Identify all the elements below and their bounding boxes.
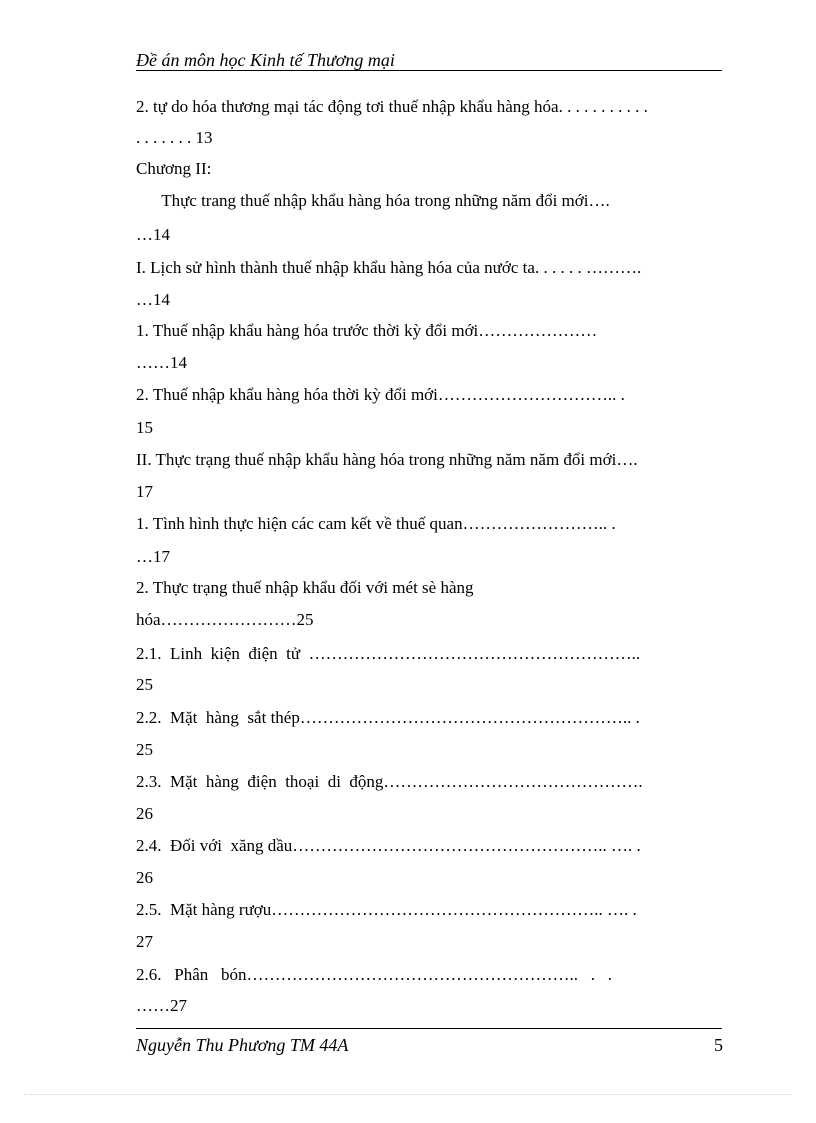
toc-line: Chương II: [136,159,212,178]
toc-line: 2.4. Đối với xăng dầu……………………………………………….. …. . [136,836,641,855]
toc-line: 27 [136,932,153,951]
toc-line: II. Thực trạng thuế nhập khẩu hàng hóa trong những năm năm đổi mới…. [136,450,638,469]
toc-line: 2.3. Mặt hàng điện thoại di động………………………………………. [136,772,643,791]
toc-line: . . . . . . . 13 [136,128,213,147]
toc-line: 2.2. Mặt hàng sắt thép………………………………………………….. . [136,708,640,727]
toc-line: 2. tự do hóa thương mại tác động tơi thuế nhập khẩu hàng hóa. . . . . . . . . . . [136,97,648,116]
toc-line: …14 [136,290,170,309]
toc-line: 15 [136,418,153,437]
toc-line: 2.1. Linh kiện điện tử ………………………………………………….. [136,644,641,663]
toc-line: Thực trang thuế nhập khẩu hàng hóa trong những năm đổi mới…. [136,191,610,210]
page-number: 5 [714,1035,723,1055]
toc-line: ……27 [136,996,187,1015]
page-bottom-dotted-line [24,1094,792,1095]
toc-line: I. Lịch sử hình thành thuế nhập khẩu hàng hóa của nước ta. . . . . . ………. [136,258,642,277]
toc-line: ……14 [136,353,187,372]
toc-line: 25 [136,675,153,694]
footer-author: Nguyễn Thu Phương TM 44A [136,1035,349,1055]
toc-line: 1. Thuế nhập khẩu hàng hóa trước thời kỳ đổi mới………………… [136,321,598,340]
page-header-title: Đề án môn học Kinh tế Thương mại [136,50,395,70]
toc-line: 2. Thực trạng thuế nhập khẩu đối với mét sè hàng [136,578,474,597]
toc-line: 26 [136,804,153,823]
toc-line: 17 [136,482,153,501]
toc-line: 25 [136,740,153,759]
toc-line: 2.5. Mặt hàng rượu………………………………………………….. …. . [136,900,637,919]
toc-line: 26 [136,868,153,887]
toc-line: …17 [136,547,170,566]
toc-line: 2. Thuế nhập khẩu hàng hóa thời kỳ đổi mới………………………….. . [136,385,625,404]
footer-divider [136,1028,722,1029]
toc-line: 2.6. Phân bón………………………………………………….. . . [136,965,612,984]
toc-line: 1. Tình hình thực hiện các cam kết về thuế quan…………………….. . [136,514,616,533]
toc-line: …14 [136,225,170,244]
toc-line: hóa……………………25 [136,610,314,629]
header-divider [136,70,722,71]
